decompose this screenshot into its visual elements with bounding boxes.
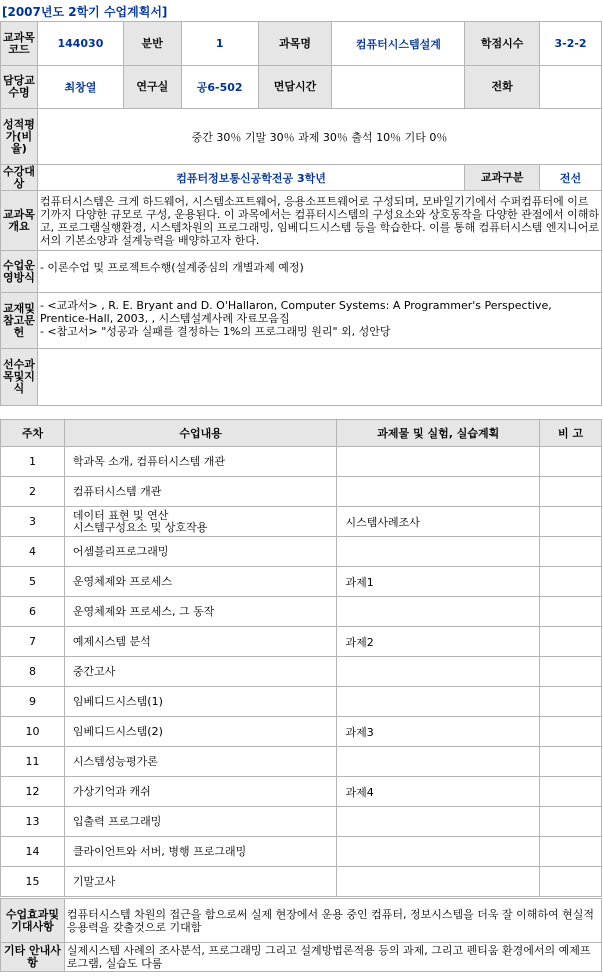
note-cell: [540, 537, 602, 567]
content-cell: 어셈블리프로그래밍: [64, 537, 337, 567]
assignment-cell: [337, 867, 540, 897]
week-header: 주차: [1, 420, 65, 447]
office-value: 공6-502: [181, 66, 258, 109]
course-name-value: 컴퓨터시스템설계: [332, 22, 465, 66]
assignment-cell: 과제1: [337, 567, 540, 597]
note-cell: [540, 567, 602, 597]
assignment-cell: [337, 597, 540, 627]
assignment-cell: [337, 807, 540, 837]
assignment-cell: [337, 657, 540, 687]
assignment-cell: [337, 687, 540, 717]
week-cell: 3: [1, 507, 65, 537]
schedule-row: [1, 807, 602, 837]
page-title: [2007년도 2학기 수업계획서]: [2, 5, 168, 19]
note-cell: [540, 507, 602, 537]
schedule-row: [1, 687, 602, 717]
professor-label: 담당교수명: [1, 66, 38, 109]
week-cell: 9: [1, 687, 65, 717]
note-cell: [540, 657, 602, 687]
credit-hours-value: 3-2-2: [540, 22, 602, 66]
category-value: 전선: [540, 165, 602, 191]
assignment-cell: [337, 447, 540, 477]
schedule-row: [1, 717, 602, 747]
effect-text: 컴퓨터시스템 차원의 접근을 함으로써 실제 현장에서 운용 중인 컴퓨터, 정보시스템을 더욱 잘 이해하여 현실적 응용력을 갖출것으로 기대함: [64, 899, 601, 943]
week-cell: 1: [1, 447, 65, 477]
textbook-reference: - <참고서> "성공과 실패를 결정하는 1%의 프로그래밍 원리" 외, 성안당: [39, 325, 391, 338]
office-label: 연구실: [123, 66, 181, 109]
note-cell: [540, 687, 602, 717]
schedule-row: [1, 477, 602, 507]
phone-value: [540, 66, 602, 109]
schedule-row: [1, 777, 602, 807]
content-cell: 임베디드시스템(1): [64, 687, 337, 717]
other-text: 실제시스템 사례의 조사분석, 프로그래밍 그리고 설계방법론적용 등의 과제, 그리고 펜티움 환경에서의 예제프로그램, 실습도 다룸: [64, 943, 601, 972]
assignment-cell: [337, 837, 540, 867]
week-cell: 7: [1, 627, 65, 657]
schedule-row: [1, 657, 602, 687]
note-cell: [540, 597, 602, 627]
content-cell: 임베디드시스템(2): [64, 717, 337, 747]
assignment-cell: [337, 747, 540, 777]
note-cell: [540, 807, 602, 837]
method-text: - 이론수업 및 프로젝트수행(설계중심의 개별과제 예정): [37, 251, 601, 293]
note-cell: [540, 777, 602, 807]
content-cell: 데이터 표현 및 연산 시스템구성요소 및 상호작용: [64, 507, 337, 537]
overview-text: 컴퓨터시스템은 크게 하드웨어, 시스템소프트웨어, 응용소프트웨어로 구성되며, 모바일기기에서 수퍼컴퓨터에 이르기까지 다양한 규모로 구성, 운용된다. 이 과목에서는 컴퓨터시스템의 구성요소와 상호동작을 다양한 관점에서 이해하고, 프로그램실행환경, 시스템차원의 프로그래밍, 임베디드시스템 등을 학습한다. 이를 통해 컴퓨터시스템 엔지니어로서의 기본소양과 설계능력을 배양하고자 한다.: [37, 191, 601, 251]
credit-hours-label: 학점시수: [465, 22, 540, 66]
content-cell: 시스템성능평가론: [64, 747, 337, 777]
note-cell: [540, 477, 602, 507]
prereq-value: [37, 349, 601, 406]
division-label: 분반: [123, 22, 181, 66]
textbook-label: 교재및참고문헌: [1, 293, 38, 349]
footer-table: [0, 898, 602, 972]
schedule-row: [1, 867, 602, 897]
professor-value: 최창열: [37, 66, 123, 109]
assignment-header: 과제물 및 실험, 실습계획: [337, 420, 540, 447]
content-cell: 운영체제와 프로세스: [64, 567, 337, 597]
schedule-row: [1, 837, 602, 867]
schedule-row: [1, 627, 602, 657]
other-label: 기타 안내사항: [1, 943, 65, 972]
content-cell: 기말고사: [64, 867, 337, 897]
content-cell: 가상기억과 캐쉬: [64, 777, 337, 807]
assignment-cell: 과제3: [337, 717, 540, 747]
note-header: 비 고: [540, 420, 602, 447]
assignment-cell: [337, 537, 540, 567]
schedule-row: [1, 447, 602, 477]
assignment-cell: 시스템사례조사: [337, 507, 540, 537]
assignment-cell: 과제2: [337, 627, 540, 657]
note-cell: [540, 867, 602, 897]
assignment-cell: [337, 477, 540, 507]
content-cell: 학과목 소개, 컴퓨터시스템 개관: [64, 447, 337, 477]
week-cell: 4: [1, 537, 65, 567]
week-cell: 2: [1, 477, 65, 507]
week-cell: 13: [1, 807, 65, 837]
code-value: 144030: [37, 22, 123, 66]
office-hours-label: 면담시간: [258, 66, 332, 109]
week-cell: 5: [1, 567, 65, 597]
schedule-row: [1, 597, 602, 627]
schedule-row: [1, 747, 602, 777]
grading-value: 중간 30％ 기말 30％ 과제 30％ 출석 10％ 기타 0％: [37, 109, 601, 165]
code-label: 교과목코드: [1, 22, 38, 66]
note-cell: [540, 717, 602, 747]
effect-label: 수업효과및기대사항: [1, 899, 65, 943]
office-hours-value: [332, 66, 465, 109]
phone-label: 전화: [465, 66, 540, 109]
textbook-main: - <교과서> , R. E. Bryant and D. O'Hallaron, Computer Systems: A Programmer's Perspective, Prentice-Hall, 2003, , 시스템설계사례 자료모음집: [39, 299, 552, 325]
content-cell: 예제시스템 분석: [64, 627, 337, 657]
week-cell: 8: [1, 657, 65, 687]
week-cell: 15: [1, 867, 65, 897]
note-cell: [540, 447, 602, 477]
content-cell: 운영체제와 프로세스, 그 동작: [64, 597, 337, 627]
week-cell: 10: [1, 717, 65, 747]
week-cell: 11: [1, 747, 65, 777]
course-name-label: 과목명: [258, 22, 332, 66]
target-label: 수강대상: [1, 165, 38, 191]
grading-label: 성적평가(비율): [1, 109, 38, 165]
week-cell: 12: [1, 777, 65, 807]
week-cell: 6: [1, 597, 65, 627]
content-cell: 입출력 프로그래밍: [64, 807, 337, 837]
content-cell: 클라이언트와 서버, 병행 프로그래밍: [64, 837, 337, 867]
overview-label: 교과목개요: [1, 191, 38, 251]
note-cell: [540, 627, 602, 657]
course-info-table: [0, 21, 602, 406]
target-value: 컴퓨터정보통신공학전공 3학년: [37, 165, 464, 191]
note-cell: [540, 747, 602, 777]
note-cell: [540, 837, 602, 867]
content-header: 수업내용: [64, 420, 337, 447]
category-label: 교과구분: [465, 165, 540, 191]
assignment-cell: 과제4: [337, 777, 540, 807]
prereq-label: 선수과목및지식: [1, 349, 38, 406]
schedule-row: [1, 537, 602, 567]
schedule-row: [1, 507, 602, 537]
content-cell: 컴퓨터시스템 개관: [64, 477, 337, 507]
content-cell: 중간고사: [64, 657, 337, 687]
schedule-table: [0, 419, 602, 897]
week-cell: 14: [1, 837, 65, 867]
method-label: 수업운영방식: [1, 251, 38, 293]
division-value: 1: [181, 22, 258, 66]
schedule-row: [1, 567, 602, 597]
